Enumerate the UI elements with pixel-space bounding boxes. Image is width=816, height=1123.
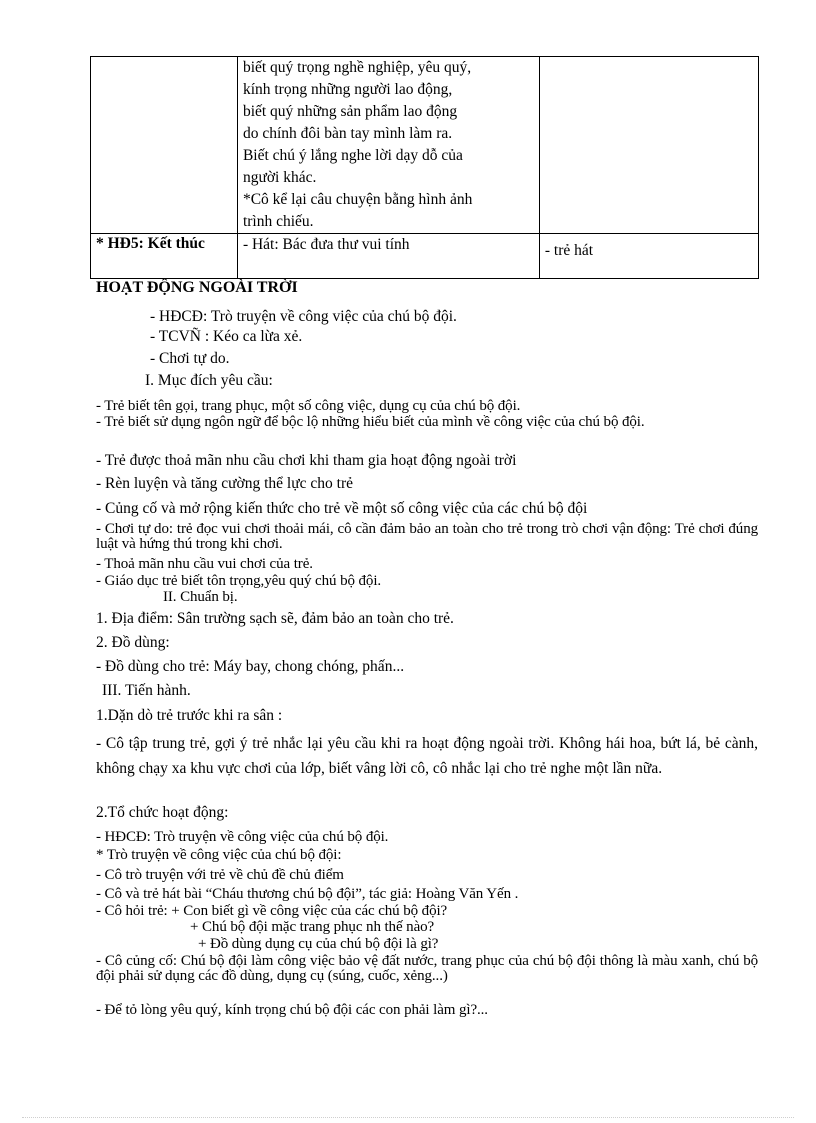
purpose-item: - Trẻ được thoả mãn nhu cầu chơi khi tham gia hoạt động ngoài trời — [96, 452, 517, 469]
activity-content: - Hát: Bác đưa thư vui tính — [237, 234, 539, 279]
cell-line: trình chiếu. — [242, 213, 314, 230]
cell-line: Biết chú ý lắng nghe lời dạy dỗ của — [242, 147, 463, 164]
activity-line: - Cô và trẻ hát bài “Cháu thương chú bộ đội”, tác giả: Hoàng Văn Yến . — [96, 886, 519, 902]
table-row — [91, 57, 759, 234]
purpose-item: - Củng cố và mở rộng kiến thức cho trẻ về một số công việc của các chú bộ đội — [96, 500, 588, 517]
activity-line: - Cô hỏi trẻ: + Con biết gì về công việc của các chú bộ đội? — [96, 903, 448, 919]
free-play-line: - Chơi tự do. — [150, 350, 230, 367]
purpose-item: - Chơi tự do: trẻ đọc vui chơi thoải mái, cô cần đảm bảo an toàn cho trẻ trong trò chơi vận động: Trẻ chơi đúng luật và hứng thú trong khi chơi. — [96, 521, 758, 552]
cell-line: *Cô kể lại câu chuyện bằng hình ảnh — [242, 191, 473, 208]
activity-line: - Để tỏ lòng yêu quý, kính trọng chú bộ đội các con phải làm gì?... — [96, 1002, 488, 1018]
tools-line: - Đồ dùng cho trẻ: Máy bay, chong chóng, phấn... — [96, 658, 405, 675]
activity-line: - Cô củng cố: Chú bộ đội làm công việc bảo vệ đất nước, trang phục của chú bộ đội thông là màu xanh, chú bộ đội phải sử dụng các đồ dùng, dụng cụ (súng, cuốc, xẻng...) — [96, 953, 758, 984]
cell-line: biết quý trọng nghề nghiệp, yêu quý, — [242, 59, 472, 76]
table-cell — [539, 57, 758, 234]
cell-line: biết quý những sản phẩm lao động — [242, 103, 458, 120]
step-text: - Cô tập trung trẻ, gợi ý trẻ nhắc lại yêu cầu khi ra hoạt động ngoài trời. Không hái hoa, bứt lá, bẻ cành, không chạy xa khu vực chơi của lớp, biết vâng lời cô, cô nhắc lại cho trẻ nghe một lần nữa. — [96, 735, 758, 777]
purpose-item: - Giáo dục trẻ biết tôn trọng,yêu quý chú bộ đội. — [96, 573, 382, 589]
cell-line: do chính đôi bàn tay mình làm ra. — [242, 125, 453, 142]
activity-line: + Chú bộ đội mặc trang phục nh thế nào? — [190, 919, 435, 935]
table-row — [91, 234, 759, 279]
activity-label: * HĐ5: Kết thúc — [91, 234, 238, 279]
lesson-table — [90, 56, 759, 279]
cell-line: người khác. — [242, 169, 317, 186]
activity-line: * Trò truyện về công việc của chú bộ đội: — [96, 847, 342, 863]
table-cell-content — [237, 57, 539, 234]
activity-line: + Đồ dùng dụng cụ của chú bộ đội là gì? — [198, 936, 439, 952]
tcvn-line: - TCVÑ : Kéo ca lừa xẻ. — [150, 328, 303, 345]
section-heading: HOẠT ĐỘNG NGOÀI TRỜI — [96, 279, 298, 296]
purpose-item: - Rèn luyện và tăng cường thể lực cho trẻ — [96, 475, 353, 492]
purpose-item: - Trẻ biết tên gọi, trang phục, một số công việc, dụng cụ của chú bộ đội. — [96, 398, 521, 414]
cell-line: kính trọng những người lao động, — [242, 81, 453, 98]
place-line: 1. Địa điểm: Sân trường sạch sẽ, đảm bảo an toàn cho trẻ. — [96, 610, 454, 627]
section-title: III. Tiến hành. — [102, 682, 191, 699]
page-bottom-divider — [22, 1117, 794, 1118]
purpose-item: - Trẻ biết sử dụng ngôn ngữ để bộc lộ những hiểu biết của mình về công việc của chú bộ đội. — [96, 414, 645, 430]
hdcd-line: - HĐCĐ: Trò truyện về công việc của chú bộ đội. — [150, 308, 457, 325]
section-title: II. Chuẩn bị. — [163, 589, 238, 605]
table-cell — [91, 57, 238, 234]
step-title: 1.Dặn dò trẻ trước khi ra sân : — [96, 707, 283, 724]
child-activity: - trẻ hát — [539, 234, 758, 279]
section-title: I. Mục đích yêu cầu: — [145, 372, 273, 389]
purpose-item: - Thoả mãn nhu cầu vui chơi của trẻ. — [96, 556, 313, 572]
activity-line: - Cô trò truyện với trẻ về chủ đề chủ điểm — [96, 867, 344, 883]
tools-title: 2. Đồ dùng: — [96, 634, 170, 651]
activity-line: - HĐCĐ: Trò truyện về công việc của chú bộ đội. — [96, 829, 389, 845]
step-title: 2.Tổ chức hoạt động: — [96, 804, 229, 821]
